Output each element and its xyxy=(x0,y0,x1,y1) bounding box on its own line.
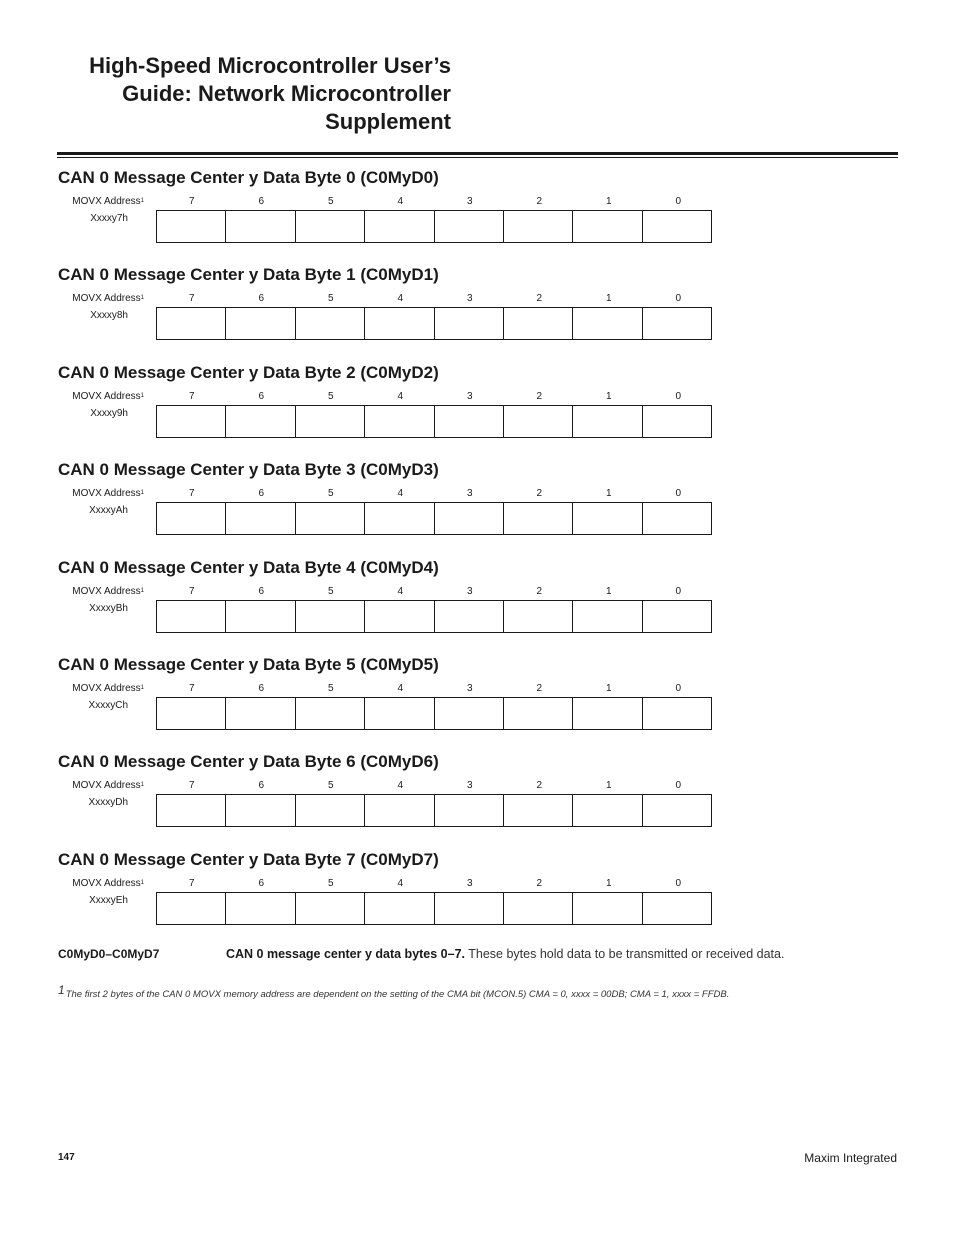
register-block xyxy=(0,752,954,842)
register-title: CAN 0 Message Center y Data Byte 3 (C0MyD3) xyxy=(58,460,439,479)
bit-field-cell xyxy=(504,211,573,242)
bit-number: 3 xyxy=(466,488,473,499)
movx-address-value: Xxxxy7h xyxy=(90,213,128,224)
movx-address-label xyxy=(40,683,144,695)
bit-number: 7 xyxy=(188,391,195,402)
register-block xyxy=(0,168,954,258)
bit-field-cell xyxy=(226,601,295,632)
bit-number: 0 xyxy=(675,878,682,889)
bit-field-cell xyxy=(643,308,711,339)
bit-number: 5 xyxy=(327,586,334,597)
bit-field-cell xyxy=(226,211,295,242)
bit-field-cell xyxy=(643,211,711,242)
movx-label-text: MOVX Address xyxy=(72,293,141,304)
bit-field-cell xyxy=(573,308,642,339)
bit-number-row xyxy=(157,293,713,305)
bit-field-cell xyxy=(365,503,434,534)
bit-number: 6 xyxy=(258,196,265,207)
bit-field-cell xyxy=(157,211,226,242)
bit-field-row xyxy=(156,600,712,633)
bit-field-row xyxy=(156,502,712,535)
bit-number: 6 xyxy=(258,488,265,499)
bit-field-cell xyxy=(573,893,642,924)
bit-field-cell xyxy=(365,893,434,924)
bit-field-cell xyxy=(504,406,573,437)
bit-number: 2 xyxy=(536,683,543,694)
bit-field-cell xyxy=(435,503,504,534)
bit-field-cell xyxy=(296,601,365,632)
bit-number: 3 xyxy=(466,878,473,889)
bit-field-cell xyxy=(435,698,504,729)
movx-label-text: MOVX Address xyxy=(72,780,141,791)
register-block xyxy=(0,655,954,745)
register-title: CAN 0 Message Center y Data Byte 5 (C0MyD5) xyxy=(58,655,439,674)
publisher-name: Maxim Integrated xyxy=(804,1151,897,1165)
bit-number: 1 xyxy=(605,293,612,304)
bit-field-cell xyxy=(296,308,365,339)
bit-field-row xyxy=(156,210,712,243)
document-title-line: Supplement xyxy=(325,109,451,134)
bit-number: 5 xyxy=(327,683,334,694)
bit-number: 2 xyxy=(536,196,543,207)
register-title: CAN 0 Message Center y Data Byte 2 (C0MyD2) xyxy=(58,363,439,382)
movx-address-label xyxy=(40,780,144,792)
bit-field-cell xyxy=(435,308,504,339)
movx-address-value: Xxxxy8h xyxy=(90,310,128,321)
bit-number: 4 xyxy=(397,196,404,207)
bit-field-cell xyxy=(365,795,434,826)
bit-number: 1 xyxy=(605,488,612,499)
bit-number: 6 xyxy=(258,878,265,889)
description-body: These bytes hold data to be transmitted or received data. xyxy=(465,947,785,961)
bit-field-cell xyxy=(435,601,504,632)
description-term: C0MyD0–C0MyD7 xyxy=(58,947,160,961)
bit-number: 1 xyxy=(605,586,612,597)
bit-number: 7 xyxy=(188,196,195,207)
bit-number: 2 xyxy=(536,391,543,402)
bit-number: 2 xyxy=(536,293,543,304)
bit-number: 0 xyxy=(675,196,682,207)
bit-field-cell xyxy=(504,893,573,924)
bit-field-cell xyxy=(157,698,226,729)
bit-field-cell xyxy=(573,601,642,632)
bit-field-cell xyxy=(643,503,711,534)
bit-field-cell xyxy=(504,601,573,632)
bit-number: 6 xyxy=(258,586,265,597)
bit-number-row xyxy=(157,488,713,500)
footnote-ref: 1 xyxy=(140,490,144,496)
movx-label-text: MOVX Address xyxy=(72,878,141,889)
bit-number: 6 xyxy=(258,293,265,304)
bit-number: 3 xyxy=(466,683,473,694)
bit-number: 1 xyxy=(605,196,612,207)
bit-field-row xyxy=(156,405,712,438)
page-number: 147 xyxy=(58,1152,75,1163)
bit-number: 2 xyxy=(536,488,543,499)
bit-number: 5 xyxy=(327,391,334,402)
bit-number-row xyxy=(157,391,713,403)
bit-number: 1 xyxy=(605,780,612,791)
movx-label-text: MOVX Address xyxy=(72,683,141,694)
movx-address-label xyxy=(40,293,144,305)
bit-field-cell xyxy=(435,795,504,826)
movx-address-value: Xxxxy9h xyxy=(90,408,128,419)
bit-field-row xyxy=(156,794,712,827)
bit-number: 5 xyxy=(327,293,334,304)
bit-field-cell xyxy=(504,503,573,534)
bit-field-cell xyxy=(296,503,365,534)
bit-number-row xyxy=(157,586,713,598)
bit-number: 5 xyxy=(327,488,334,499)
bit-field-row xyxy=(156,892,712,925)
movx-label-text: MOVX Address xyxy=(72,391,141,402)
movx-address-value: XxxxyBh xyxy=(89,603,128,614)
movx-address-label xyxy=(40,196,144,208)
register-title: CAN 0 Message Center y Data Byte 4 (C0MyD4) xyxy=(58,558,439,577)
register-block xyxy=(0,850,954,940)
bit-number: 0 xyxy=(675,780,682,791)
bit-field-cell xyxy=(365,406,434,437)
bit-field-cell xyxy=(643,795,711,826)
bit-field-cell xyxy=(435,211,504,242)
register-block xyxy=(0,460,954,550)
bit-field-cell xyxy=(435,893,504,924)
footnote-ref: 1 xyxy=(140,393,144,399)
bit-number: 1 xyxy=(605,683,612,694)
footnote-ref: 1 xyxy=(140,782,144,788)
bit-field-cell xyxy=(643,406,711,437)
bit-number: 7 xyxy=(188,488,195,499)
bit-field-cell xyxy=(226,308,295,339)
bit-number: 0 xyxy=(675,586,682,597)
bit-field-cell xyxy=(226,503,295,534)
bit-number-row xyxy=(157,196,713,208)
bit-number: 6 xyxy=(258,683,265,694)
bit-field-cell xyxy=(157,795,226,826)
bit-field-cell xyxy=(157,406,226,437)
bit-number-row xyxy=(157,780,713,792)
bit-number: 4 xyxy=(397,586,404,597)
bit-field-cell xyxy=(157,308,226,339)
bit-field-cell xyxy=(643,698,711,729)
bit-number: 4 xyxy=(397,391,404,402)
bit-field-cell xyxy=(365,308,434,339)
footnote-text: The first 2 bytes of the CAN 0 MOVX memory address are dependent on the setting of the CMA bit (MCON.5) CMA = 0, xxxx = 00DB; CMA = 1, xxxx = FFDB. xyxy=(65,989,730,1000)
register-title: CAN 0 Message Center y Data Byte 1 (C0MyD1) xyxy=(58,265,439,284)
bit-number: 0 xyxy=(675,293,682,304)
bit-number: 2 xyxy=(536,878,543,889)
bit-field-cell xyxy=(573,698,642,729)
bit-number: 1 xyxy=(605,878,612,889)
bit-field-cell xyxy=(573,503,642,534)
bit-number: 3 xyxy=(466,780,473,791)
bit-field-cell xyxy=(504,698,573,729)
bit-field-cell xyxy=(504,795,573,826)
register-title: CAN 0 Message Center y Data Byte 6 (C0MyD6) xyxy=(58,752,439,771)
bit-field-cell xyxy=(226,893,295,924)
bit-field-cell xyxy=(573,406,642,437)
bit-number: 0 xyxy=(675,391,682,402)
movx-label-text: MOVX Address xyxy=(72,196,141,207)
bit-field-cell xyxy=(573,211,642,242)
bit-number: 0 xyxy=(675,488,682,499)
bit-field-cell xyxy=(296,698,365,729)
footnote xyxy=(58,983,730,1002)
movx-address-value: XxxxyCh xyxy=(88,700,128,711)
footnote-ref: 1 xyxy=(140,685,144,691)
bit-number: 5 xyxy=(327,878,334,889)
footnote-ref: 1 xyxy=(140,588,144,594)
movx-address-value: XxxxyDh xyxy=(88,797,128,808)
bit-field-cell xyxy=(296,211,365,242)
bit-number-row xyxy=(157,683,713,695)
bit-number: 7 xyxy=(188,780,195,791)
bit-field-cell xyxy=(435,406,504,437)
movx-address-label xyxy=(40,488,144,500)
bit-number: 4 xyxy=(397,780,404,791)
footnote-mark: 1 xyxy=(58,983,65,997)
movx-label-text: MOVX Address xyxy=(72,488,141,499)
bit-field-cell xyxy=(296,893,365,924)
document-title xyxy=(40,52,451,136)
register-block xyxy=(0,265,954,355)
document-title-line: Guide: Network Microcontroller xyxy=(122,81,451,106)
bit-number: 3 xyxy=(466,391,473,402)
footnote-ref: 1 xyxy=(140,295,144,301)
bit-field-cell xyxy=(365,211,434,242)
bit-number: 5 xyxy=(327,780,334,791)
bit-field-cell xyxy=(573,795,642,826)
bit-field-cell xyxy=(157,601,226,632)
movx-label-text: MOVX Address xyxy=(72,586,141,597)
bit-field-cell xyxy=(226,406,295,437)
bit-field-row xyxy=(156,307,712,340)
bit-number: 4 xyxy=(397,878,404,889)
bit-field-cell xyxy=(226,698,295,729)
bit-field-cell xyxy=(365,698,434,729)
bit-field-cell xyxy=(157,893,226,924)
bit-number: 3 xyxy=(466,293,473,304)
bit-field-cell xyxy=(504,308,573,339)
register-block xyxy=(0,558,954,648)
bit-field-cell xyxy=(643,601,711,632)
header-rule-thick xyxy=(57,152,898,155)
bit-number: 6 xyxy=(258,780,265,791)
description-bold: CAN 0 message center y data bytes 0–7. xyxy=(226,947,466,961)
bit-number: 4 xyxy=(397,488,404,499)
register-block xyxy=(0,363,954,453)
bit-number: 3 xyxy=(466,586,473,597)
bit-field-cell xyxy=(296,406,365,437)
bit-number: 7 xyxy=(188,683,195,694)
movx-address-value: XxxxyEh xyxy=(89,895,128,906)
bit-number: 7 xyxy=(188,293,195,304)
bit-number: 6 xyxy=(258,391,265,402)
bit-number: 5 xyxy=(327,196,334,207)
bit-field-cell xyxy=(643,893,711,924)
document-title-line: High-Speed Microcontroller User’s xyxy=(89,53,451,78)
header-rule-thin xyxy=(57,157,898,158)
bit-field-cell xyxy=(226,795,295,826)
movx-address-label xyxy=(40,586,144,598)
footnote-ref: 1 xyxy=(140,880,144,886)
bit-field-cell xyxy=(296,795,365,826)
movx-address-label xyxy=(40,391,144,403)
description-text xyxy=(226,946,784,962)
bit-number: 7 xyxy=(188,586,195,597)
bit-number: 2 xyxy=(536,586,543,597)
bit-number: 3 xyxy=(466,196,473,207)
bit-number: 2 xyxy=(536,780,543,791)
bit-field-cell xyxy=(365,601,434,632)
register-title: CAN 0 Message Center y Data Byte 7 (C0MyD7) xyxy=(58,850,439,869)
bit-number: 0 xyxy=(675,683,682,694)
bit-field-cell xyxy=(157,503,226,534)
bit-number-row xyxy=(157,878,713,890)
footnote-ref: 1 xyxy=(140,198,144,204)
bit-number: 7 xyxy=(188,878,195,889)
bit-number: 4 xyxy=(397,293,404,304)
movx-address-label xyxy=(40,878,144,890)
bit-number: 1 xyxy=(605,391,612,402)
bit-field-row xyxy=(156,697,712,730)
register-title: CAN 0 Message Center y Data Byte 0 (C0MyD0) xyxy=(58,168,439,187)
bit-number: 4 xyxy=(397,683,404,694)
movx-address-value: XxxxyAh xyxy=(89,505,128,516)
